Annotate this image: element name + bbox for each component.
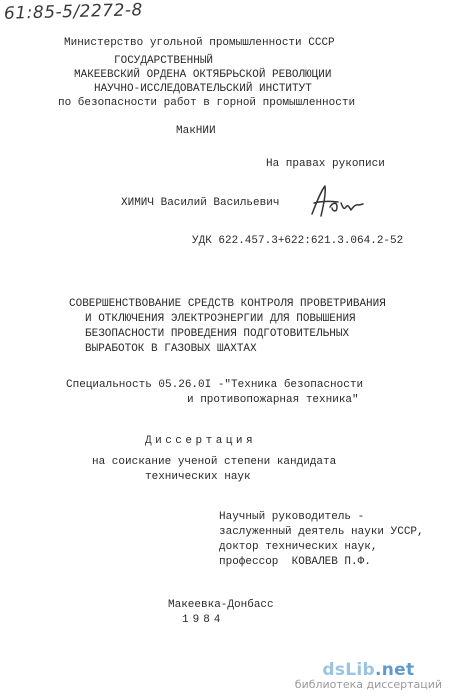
institute-abbrev: МакНИИ bbox=[176, 125, 216, 137]
institute-line-4: по безопасности работ в горной промышленности bbox=[58, 97, 356, 109]
author-name: ХИМИЧ Василий Васильевич bbox=[121, 197, 280, 209]
city: Макеевка-Донбасс bbox=[168, 599, 274, 611]
dissertation-label: Диссертация bbox=[145, 435, 257, 447]
title-line-2: И ОТКЛЮЧЕНИЯ ЭЛЕКТРОЭНЕРГИИ ДЛЯ ПОВЫШЕНИЯ bbox=[85, 313, 356, 325]
specialty-line-2: и противопожарная техника" bbox=[187, 394, 359, 406]
supervisor-line-4: профессор КОВАЛЕВ П.Ф. bbox=[219, 556, 371, 568]
institute-line-1: ГОСУДАРСТВЕННЫЙ bbox=[114, 55, 214, 67]
watermark-subtitle: библиотека диссертаций bbox=[294, 678, 442, 691]
supervisor-line-2: заслуженный деятель науки УССР, bbox=[219, 526, 424, 538]
title-line-3: БЕЗОПАСНОСТИ ПРОВЕДЕНИЯ ПОДГОТОВИТЕЛЬНЫХ bbox=[85, 328, 350, 340]
degree-line-2: технических наук bbox=[145, 471, 251, 483]
year: 1984 bbox=[182, 614, 225, 626]
dslib-watermark bbox=[295, 660, 442, 691]
supervisor-line-3: доктор технических наук, bbox=[219, 541, 378, 553]
institute-line-2: МАКЕЕВСКИЙ ОРДЕНА ОКТЯБРЬСКОЙ РЕВОЛЮЦИИ bbox=[74, 69, 332, 81]
udc-code: УДК 622.457.3+622:621.3.064.2-52 bbox=[192, 235, 404, 247]
ministry-line: Министерство угольной промышленности СССР bbox=[64, 37, 335, 49]
institute-line-3: НАУЧНО-ИССЛЕДОВАТЕЛЬСКИЙ ИНСТИТУТ bbox=[94, 83, 312, 95]
supervisor-line-1: Научный руководитель - bbox=[219, 511, 365, 523]
rights-note: На правах рукописи bbox=[266, 158, 385, 170]
title-line-1: СОВЕРШЕНСТВОВАНИЕ СРЕДСТВ КОНТРОЛЯ ПРОВЕТРИВАНИЯ bbox=[69, 298, 386, 310]
watermark-logo-part2: .net bbox=[374, 660, 415, 680]
author-signature bbox=[308, 183, 370, 221]
specialty-line-1: Специальность 05.26.0I -"Техника безопасности bbox=[66, 379, 364, 391]
watermark-logo bbox=[295, 660, 442, 680]
watermark-logo-part1: dsLib bbox=[322, 660, 375, 680]
handwritten-catalog-number: 61:85-5/2272-8 bbox=[3, 0, 144, 24]
degree-line-1: на соискание ученой степени кандидата bbox=[92, 456, 337, 468]
title-line-4: ВЫРАБОТОК В ГАЗОВЫХ ШАХТАХ bbox=[85, 343, 257, 355]
